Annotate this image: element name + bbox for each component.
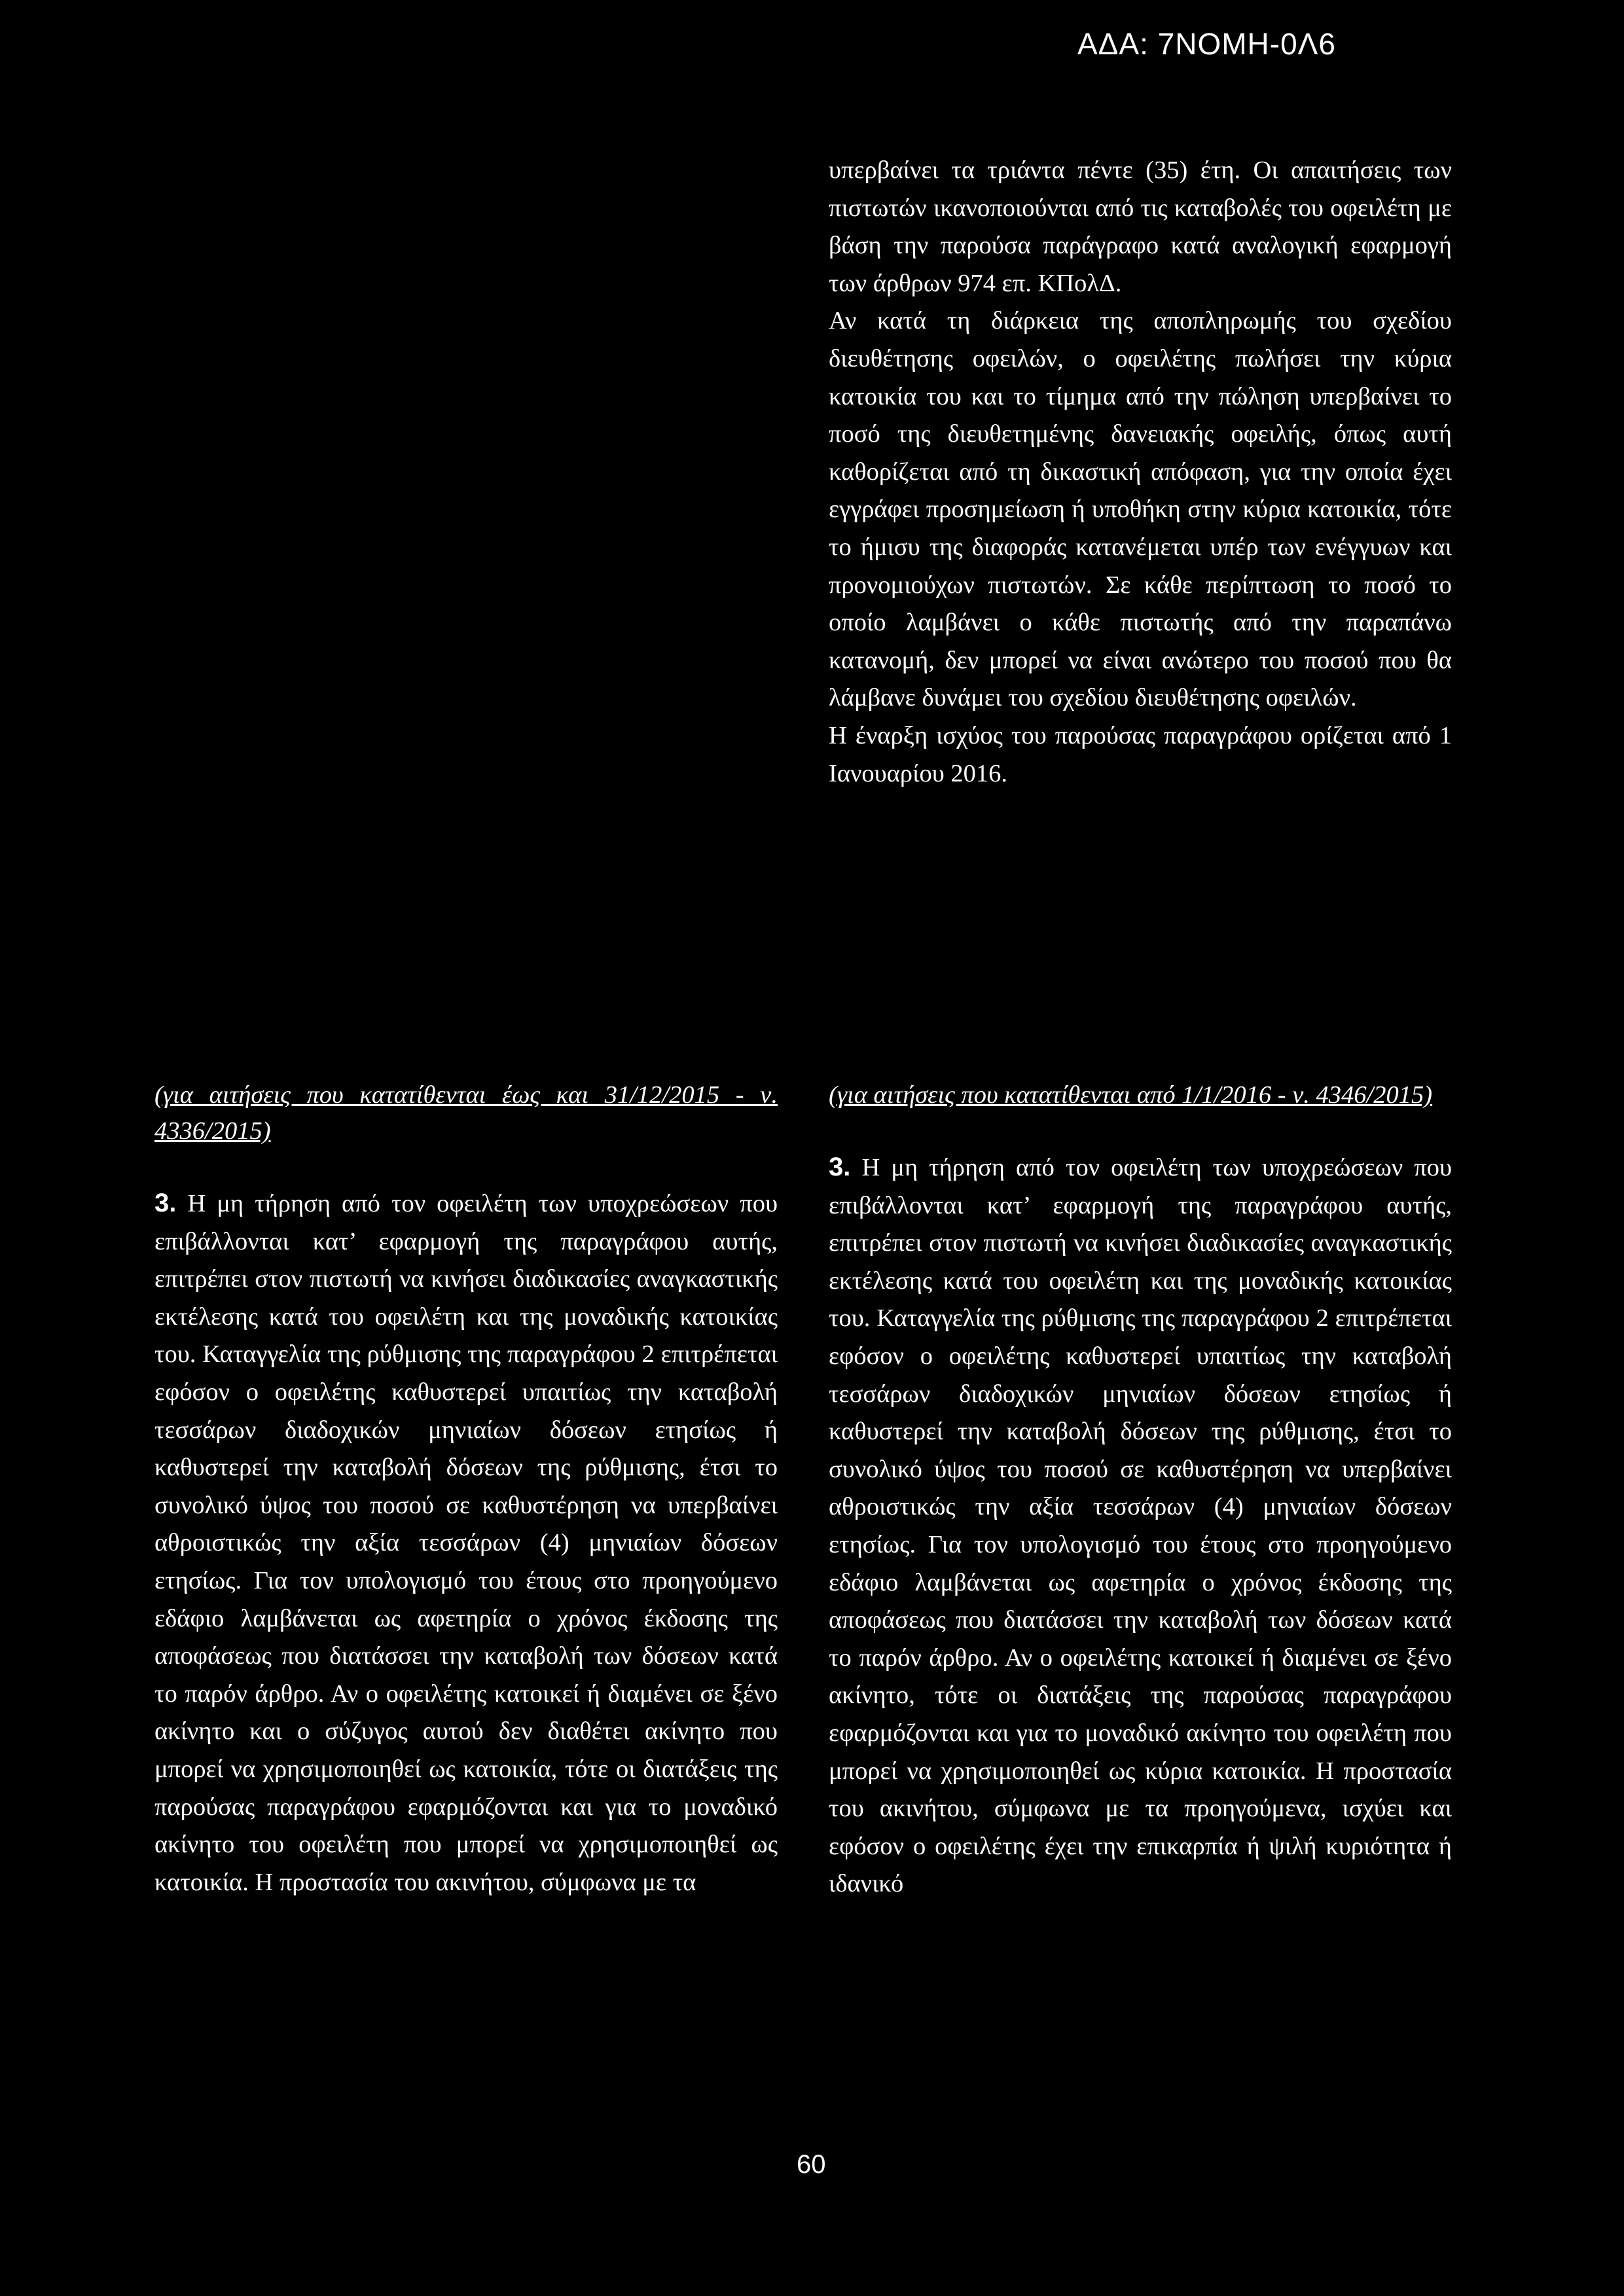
section-heading: (για αιτήσεις που κατατίθενται από 1/1/2016 - ν. 4346/2015) xyxy=(829,1081,1433,1109)
left-body xyxy=(154,1185,778,1901)
page-number: 60 xyxy=(797,2150,826,2179)
top-right-text xyxy=(829,152,1452,793)
section-heading: (για αιτήσεις που κατατίθενται έως και 31/12/2015 - ν. 4336/2015) xyxy=(154,1081,778,1145)
right-body xyxy=(829,1149,1452,1903)
right-column xyxy=(829,1077,1452,1903)
paragraph-number: 3. xyxy=(154,1189,177,1217)
paragraph xyxy=(154,1185,778,1901)
paragraph: υπερβαίνει τα τριάντα πέντε (35) έτη. Οι απαιτήσεις των πιστωτών ικανοποιούνται από τις καταβολές του οφειλέτη με βάση την παρούσα παράγραφο κατά αναλογική εφαρμογή των άρθρων 974 επ. ΚΠολΔ. xyxy=(829,156,1452,297)
paragraph xyxy=(829,1149,1452,1903)
paragraph-number: 3. xyxy=(829,1153,851,1181)
document-id: ΑΔΑ: 7ΝΟΜΗ-0Λ6 xyxy=(1077,27,1336,61)
paragraph-text: Η μη τήρηση από τον οφειλέτη των υποχρεώσεων που επιβάλλονται κατ’ εφαρμογή της παραγράφου αυτής, επιτρέπει στον πιστωτή να κινήσει διαδικασίες αναγκαστικής εκτέλεσης κατά του οφειλέτη και της μοναδικής κατοικίας του. Καταγγελία της ρύθμισης της παραγράφου 2 επιτρέπεται εφόσον ο οφειλέτης καθυστερεί υπαιτίως την καταβολή τεσσάρων διαδοχικών μηνιαίων δόσεων ετησίως ή καθυστερεί την καταβολή δόσεων της ρύθμισης, έτσι το συνολικό ύψος του ποσού σε καθυστέρηση να υπερβαίνει αθροιστικώς την αξία τεσσάρων (4) μηνιαίων δόσεων ετησίως. Για τον υπολογισμό του έτους στο προηγούμενο εδάφιο λαμβάνεται ως αφετηρία ο χρόνος έκδοσης της αποφάσεως που διατάσσει την καταβολή των δόσεων κατά το παρόν άρθρο. Αν ο οφειλέτης κατοικεί ή διαμένει σε ξένο ακίνητο και ο σύζυγος αυτού δεν διαθέτει ακίνητο που μπορεί να χρησιμοποιηθεί ως κατοικία, τότε οι διατάξεις της παρούσας παραγράφου εφαρμόζονται και για το μοναδικό ακίνητο του οφειλέτη που μπορεί να χρησιμοποιηθεί ως κατοικία. Η προστασία του ακινήτου, σύμφωνα με τα xyxy=(154,1190,778,1896)
paragraph: Αν κατά τη διάρκεια της αποπληρωμής του σχεδίου διευθέτησης οφειλών, ο οφειλέτης πωλήσει την κύρια κατοικία του και το τίμημα από την πώληση υπερβαίνει το ποσό της διευθετημένης δανειακής οφειλής, όπως αυτή καθορίζεται από τη δικαστική απόφαση, για την οποία έχει εγγράφει προσημείωση ή υποθήκη στην κύρια κατοικία, τότε το ήμισυ της διαφοράς κατανέμεται υπέρ των ενέγγυων και προνομιούχων πιστωτών. Σε κάθε περίπτωση το ποσό το οποίο λαμβάνει ο κάθε πιστωτής από την παραπάνω κατανομή, δεν μπορεί να είναι ανώτερο του ποσού που θα λάμβανε δυνάμει του σχεδίου διευθέτησης οφειλών. xyxy=(829,307,1452,712)
paragraph-text: Η μη τήρηση από τον οφειλέτη των υποχρεώσεων που επιβάλλονται κατ’ εφαρμογή της παραγράφου αυτής, επιτρέπει στον πιστωτή να κινήσει διαδικασίες αναγκαστικής εκτέλεσης κατά του οφειλέτη και της μοναδικής κατοικίας του. Καταγγελία της ρύθμισης της παραγράφου 2 επιτρέπεται εφόσον ο οφειλέτης καθυστερεί υπαιτίως την καταβολή τεσσάρων διαδοχικών μηνιαίων δόσεων ετησίως ή καθυστερεί την καταβολή δόσεων της ρύθμισης, έτσι το συνολικό ύψος του ποσού σε καθυστέρηση να υπερβαίνει αθροιστικώς την αξία τεσσάρων (4) μηνιαίων δόσεων ετησίως. Για τον υπολογισμό του έτους στο προηγούμενο εδάφιο λαμβάνεται ως αφετηρία ο χρόνος έκδοσης της αποφάσεως που διατάσσει την καταβολή των δόσεων κατά το παρόν άρθρο. Αν ο οφειλέτης κατοικεί ή διαμένει σε ξένο ακίνητο, τότε οι διατάξεις της παρούσας παραγράφου εφαρμόζονται και για το μοναδικό ακίνητο του οφειλέτη που μπορεί να χρησιμοποιηθεί ως κύρια κατοικία. Η προστασία του ακινήτου, σύμφωνα με τα προηγούμενα, ισχύει και εφόσον ο οφειλέτης έχει την επικαρπία ή ψιλή κυριότητα ή ιδανικό xyxy=(829,1154,1453,1898)
left-column xyxy=(154,1077,778,1901)
top-right-column xyxy=(829,152,1452,793)
paragraph: Η έναρξη ισχύος του παρούσας παραγράφου ορίζεται από 1 Ιανουαρίου 2016. xyxy=(829,721,1452,787)
